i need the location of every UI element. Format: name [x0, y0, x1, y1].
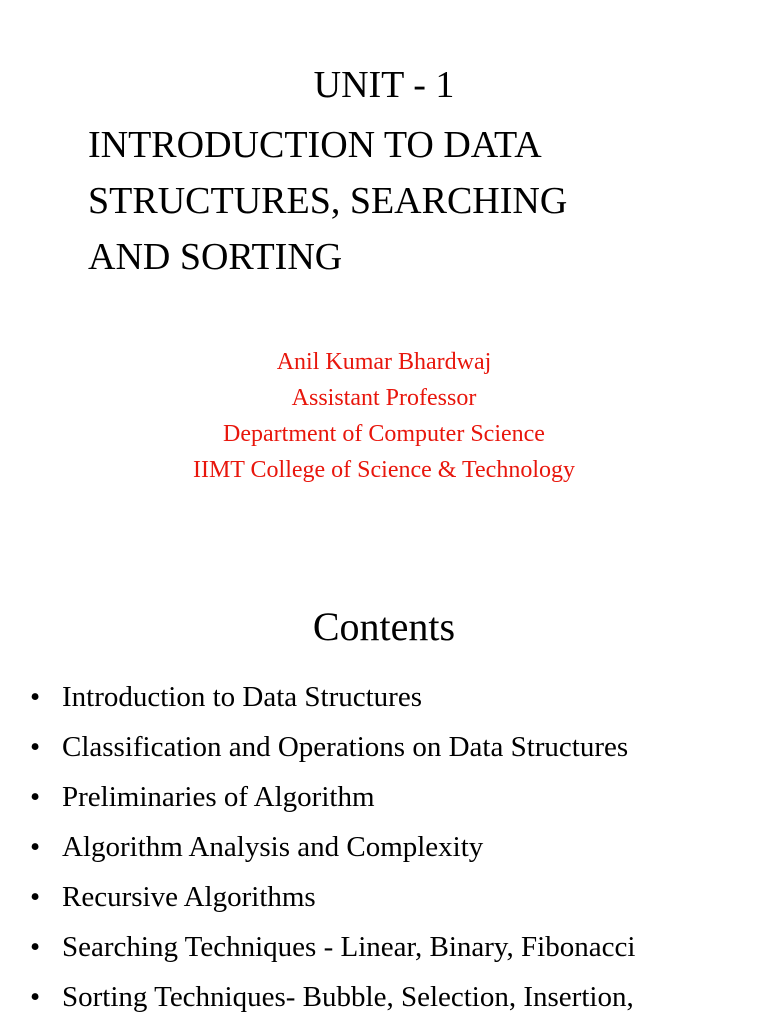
list-item-text: Sorting Techniques- Bubble, Selection, Insertion,	[62, 981, 634, 1013]
list-item	[30, 672, 768, 722]
unit-title: UNIT - 1	[313, 64, 455, 106]
author-institution: IIMT College of Science & Technology	[192, 457, 575, 483]
author-department: Department of Computer Science	[223, 421, 545, 447]
bullet-icon: •	[30, 681, 41, 713]
list-item-text: Introduction to Data Structures	[62, 681, 422, 713]
list-item-text: Preliminaries of Algorithm	[62, 781, 375, 813]
main-title-line-2: STRUCTURES, SEARCHING	[88, 180, 568, 222]
list-item	[30, 772, 768, 822]
bullet-icon: •	[30, 831, 41, 863]
list-item	[30, 722, 768, 772]
author-designation: Assistant Professor	[291, 385, 477, 411]
author-name: Anil Kumar Bhardwaj	[276, 349, 492, 375]
main-title	[88, 117, 748, 285]
list-item-text: Searching Techniques - Linear, Binary, Fibonacci	[62, 931, 636, 963]
list-item	[30, 822, 768, 872]
contents-title: Contents	[312, 604, 456, 649]
bullet-icon: •	[30, 881, 41, 913]
contents-slide	[0, 560, 768, 1024]
main-title-line-3: AND SORTING	[88, 236, 343, 278]
list-item	[30, 872, 768, 922]
author-block	[0, 344, 768, 488]
list-item-text: Recursive Algorithms	[62, 881, 316, 913]
list-item-text: Algorithm Analysis and Complexity	[62, 831, 484, 863]
bullet-icon: •	[30, 931, 41, 963]
contents-list	[30, 672, 768, 1022]
list-item	[30, 972, 768, 1022]
bullet-icon: •	[30, 981, 41, 1013]
list-item	[30, 922, 768, 972]
main-title-line-1: INTRODUCTION TO DATA	[88, 124, 542, 166]
bullet-icon: •	[30, 781, 41, 813]
bullet-icon: •	[30, 731, 41, 763]
list-item-text: Classification and Operations on Data Structures	[62, 731, 629, 763]
